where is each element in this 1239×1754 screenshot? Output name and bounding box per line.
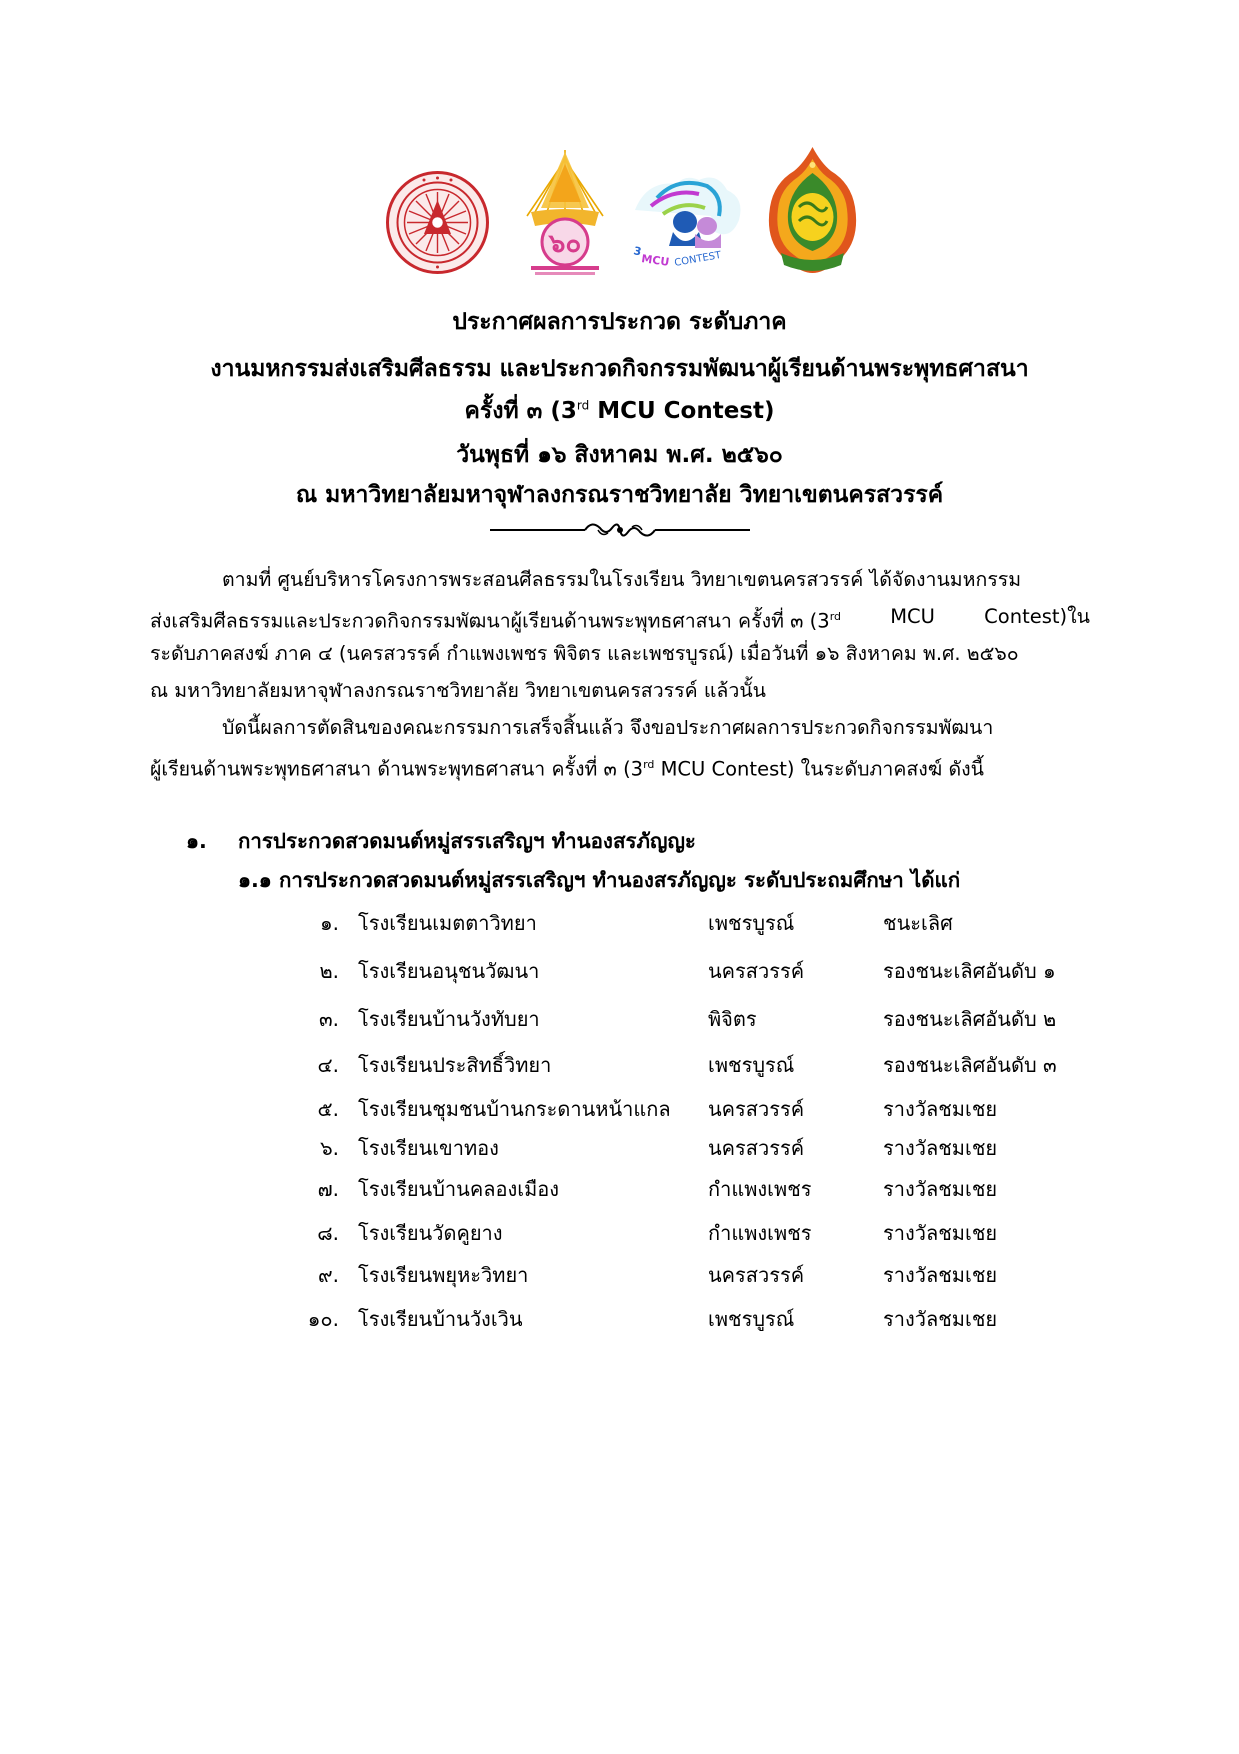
result-row [0, 1259, 1239, 1291]
intro-line-2-sup: rd [829, 610, 842, 623]
result-line-2-post: MCU Contest) ในระดับภาคสงฆ์ ดังนี้ [654, 757, 984, 781]
result-award: รางวัลชมเชย [883, 1177, 998, 1201]
result-province: กำแพงเพชร [708, 1221, 812, 1245]
result-province: เพชรบูรณ์ [708, 1053, 795, 1077]
event-date: วันพุธที่ ๑๖ สิงหาคม พ.ศ. ๒๕๖๐ [456, 442, 783, 468]
result-school: โรงเรียนชุมชนบ้านกระดานหน้าแกล [358, 1097, 671, 1121]
result-province: นครสวรรค์ [708, 1136, 805, 1160]
result-school: โรงเรียนบ้านวังทับยา [358, 1007, 540, 1031]
intro-line-2-text: ส่งเสริมศีลธรรมและประกวดกิจกรรมพัฒนาผู้เรียนด้านพระพุทธศาสนา ครั้งที่ ๓ (3 [150, 609, 830, 633]
intro-line-1: ตามที่ ศูนย์บริหารโครงการพระสอนศีลธรรมในโรงเรียน วิทยาเขตนครสวรรค์ ได้จัดงานมหกรรม [222, 568, 1022, 591]
intro-paragraph [150, 561, 1090, 783]
result-province: นครสวรรค์ [708, 1263, 805, 1287]
svg-text:CONTEST: CONTEST [673, 249, 723, 269]
result-number: ๔. [317, 1053, 339, 1077]
result-row [0, 1132, 1239, 1164]
section-1-title: การประกวดสวดมนต์หมู่สรรเสริญฯ ทำนองสรภัญญะ [238, 829, 696, 853]
result-school: โรงเรียนประสิทธิ์วิทยา [358, 1053, 552, 1077]
result-school: โรงเรียนบ้านวังเวิน [358, 1307, 523, 1331]
result-school: โรงเรียนเมตตาวิทยา [358, 911, 537, 935]
edition-title-sup: rd [576, 398, 590, 413]
svg-text:3: 3 [632, 244, 643, 259]
result-row [0, 1003, 1239, 1035]
announcement-title: ประกาศผลการประกวด ระดับภาค [452, 309, 787, 335]
result-school: โรงเรียนบ้านคลองเมือง [358, 1177, 560, 1201]
result-province: นครสวรรค์ [708, 1097, 805, 1121]
result-number: ๑. [319, 911, 339, 935]
result-school: โรงเรียนวัดคูยาง [358, 1221, 503, 1245]
result-award: รางวัลชมเชย [883, 1136, 998, 1160]
ministry-education-logo [765, 145, 860, 275]
edition-title-pre: ครั้งที่ ๓ (3 [464, 398, 577, 424]
result-number: ๘. [317, 1221, 339, 1245]
result-award: รางวัลชมเชย [883, 1263, 998, 1287]
result-school: โรงเรียนอนุชนวัฒนา [358, 959, 540, 983]
result-row [0, 907, 1239, 939]
result-award: รองชนะเลิศอันดับ ๑ [883, 959, 1056, 983]
result-line-2 [150, 746, 1090, 783]
intro-line-2-mid: MCU [890, 605, 935, 628]
result-award: รางวัลชมเชย [883, 1307, 998, 1331]
result-award: รางวัลชมเชย [883, 1221, 998, 1245]
result-province: นครสวรรค์ [708, 959, 805, 983]
result-award: ชนะเลิศ [883, 911, 953, 935]
seal-mcu-logo [385, 170, 490, 275]
edition-title [0, 393, 1239, 429]
result-award: รองชนะเลิศอันดับ ๓ [883, 1053, 1057, 1077]
result-number: ๗. [317, 1177, 339, 1201]
result-number: ๙. [317, 1263, 339, 1287]
svg-text:๖๐: ๖๐ [548, 229, 582, 259]
result-award: รางวัลชมเชย [883, 1097, 998, 1121]
anniversary-emblem-logo [525, 150, 605, 278]
intro-line-2 [150, 598, 1090, 635]
result-province: เพชรบูรณ์ [708, 911, 795, 935]
edition-title-post: MCU Contest) [589, 398, 775, 424]
result-number: ๖. [319, 1136, 339, 1160]
result-line-1: บัดนี้ผลการตัดสินของคณะกรรมการเสร็จสิ้นแล้ว จึงขอประกาศผลการประกวดกิจกรรมพัฒนา [222, 716, 994, 739]
result-number: ๓. [318, 1007, 339, 1031]
intro-line-4: ณ มหาวิทยาลัยมหาจุฬาลงกรณราชวิทยาลัย วิทยาเขตนครสวรรค์ แล้วนั้น [150, 679, 766, 702]
result-row [0, 955, 1239, 987]
result-number: ๕. [317, 1097, 339, 1121]
result-province: เพชรบูรณ์ [708, 1307, 795, 1331]
intro-line-3: ระดับภาคสงฆ์ ภาค ๔ (นครสวรรค์ กำแพงเพชร พิจิตร และเพชรบูรณ์) เมื่อวันที่ ๑๖ สิงหาคม พ.ศ. ๒๕๖๐ [150, 642, 1019, 665]
result-province: กำแพงเพชร [708, 1177, 812, 1201]
result-province: พิจิตร [708, 1007, 757, 1031]
ornament-divider [490, 517, 750, 543]
result-line-2-pre: ผู้เรียนด้านพระพุทธศาสนา ด้านพระพุทธศาสนา ครั้งที่ ๓ (3 [150, 757, 644, 781]
event-venue: ณ มหาวิทยาลัยมหาจุฬาลงกรณราชวิทยาลัย วิทยาเขตนครสวรรค์ [295, 482, 944, 508]
mcu-contest-logo [627, 170, 752, 270]
logo-row [0, 145, 1239, 280]
section-1-number: ๑. [186, 829, 207, 853]
result-number: ๑๐. [307, 1307, 339, 1331]
svg-text:MCU: MCU [640, 252, 671, 269]
result-number: ๒. [319, 959, 339, 983]
result-row [0, 1093, 1239, 1125]
result-line-2-sup: rd [643, 758, 655, 771]
intro-line-2-post: Contest)ใน [984, 605, 1090, 628]
result-row [0, 1217, 1239, 1249]
result-award: รองชนะเลิศอันดับ ๒ [883, 1007, 1057, 1031]
result-school: โรงเรียนพยุหะวิทยา [358, 1263, 529, 1287]
intro-line-2-pre [150, 598, 841, 635]
event-title: งานมหกรรมส่งเสริมศีลธรรม และประกวดกิจกรรมพัฒนาผู้เรียนด้านพระพุทธศาสนา [210, 356, 1029, 382]
result-row [0, 1173, 1239, 1205]
result-school: โรงเรียนเขาทอง [358, 1136, 499, 1160]
result-row [0, 1049, 1239, 1081]
section-1-1-title: ๑.๑ การประกวดสวดมนต์หมู่สรรเสริญฯ ทำนองสรภัญญะ ระดับประถมศึกษา ได้แก่ [238, 868, 961, 892]
result-row [0, 1303, 1239, 1335]
